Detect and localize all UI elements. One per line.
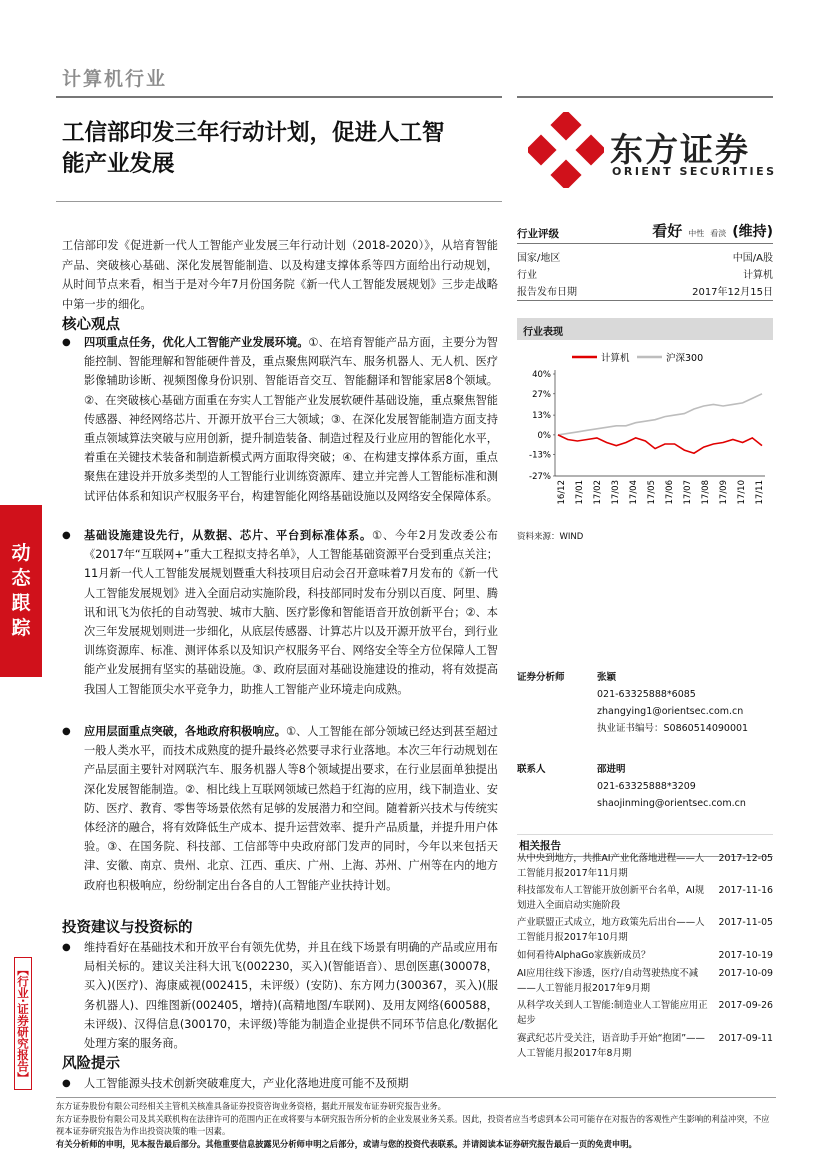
- point-2-lead: 基础设施建设先行，从数据、芯片、平台到标准体系。: [84, 529, 373, 542]
- rating-hold: (维持): [732, 224, 773, 240]
- rating-option-negative: 看淡: [710, 229, 727, 238]
- logo-mark-icon: [528, 112, 604, 188]
- x-tick-label: 17/11: [755, 480, 765, 505]
- bullet-icon: ●: [62, 726, 71, 737]
- bullet-icon: ●: [62, 337, 71, 348]
- bullet-icon: ●: [62, 530, 71, 541]
- disclaimer-line-3: 有关分析师的申明，见本报告最后部分。其他重要信息披露见分析师申明之后部分，或请与您的投资代表联系。并请阅读本证券研究报告最后一页的免责申明。: [56, 1139, 637, 1150]
- bullet-icon: ●: [62, 942, 71, 953]
- related-report-date: 2017-12-05: [718, 853, 773, 864]
- info-value: 计算机: [743, 270, 773, 281]
- chart-source: 资料来源：WIND: [517, 532, 584, 542]
- performance-header: 行业表现: [517, 318, 773, 340]
- related-report-item[interactable]: [517, 883, 773, 913]
- rating-option-neutral: 中性: [688, 229, 705, 238]
- plot-area: [558, 394, 762, 453]
- contact-role: 联系人: [517, 764, 546, 775]
- related-report-item[interactable]: [517, 1031, 773, 1061]
- info-row-region: [517, 249, 773, 264]
- point-3-lead: 应用层面重点突破，各地政府积极响应。: [84, 725, 286, 738]
- invest-point: [62, 938, 498, 1053]
- tag-char: 动: [11, 542, 31, 564]
- info-value: 2017年12月15日: [692, 287, 773, 298]
- rating-label: 行业评级: [517, 228, 559, 240]
- analyst-block: [597, 669, 748, 737]
- invest-text: 维持看好在基础技术和开放平台有领先优势，并且在线下场景有明确的产品或应用布局相关标的。建议关注科大讯飞(002230，买入)(智能语音）、思创医惠(300078，买入)(医疗)、海康威视(002415，未评级）(安防)、东方网力(300367，买入)(服务机器人)、四维图新(002405，增持)(高精地图/车联网)、及用友网络(600588，未评级)、汉得信息(300170，未评级)等能为制造企业提供不同环节信息化/数据化处理方案的服务商。: [84, 941, 498, 1051]
- x-tick-label: 17/09: [719, 480, 729, 505]
- y-tick-label: 27%: [532, 389, 551, 400]
- info-key: 报告发布日期: [517, 287, 577, 298]
- info-key: 行业: [517, 270, 537, 281]
- y-tick-label: 40%: [532, 370, 551, 380]
- contact-phone: 021-63325888*3209: [597, 781, 696, 792]
- related-report-title[interactable]: 从中央到地方，共推AI产业化落地进程——人工智能月报2017年11月期: [517, 853, 705, 880]
- related-heading: 相关报告: [517, 834, 773, 857]
- rating-value: 看好: [652, 222, 683, 240]
- tag-char: 跟: [11, 592, 31, 614]
- related-report-date: 2017-10-19: [718, 950, 773, 961]
- related-report-title[interactable]: 产业联盟正式成立，地方政策先后出台——人工智能月报2017年10月期: [517, 917, 705, 944]
- title-divider: [56, 201, 502, 202]
- risk-point: [62, 1074, 498, 1093]
- logo-english-name: ORIENT SECURITIES: [612, 165, 777, 178]
- disclaimer-line-2: 东方证券股份有限公司及其关联机构在法律许可的范围内正在或将要与本研究报告所分析的企业发展业务关系。因此，投资者应当考虑到本公司可能存在对报告的客观性产生影响的利益冲突，不应视本证券研究报告为作出投资决策的唯一因素。: [56, 1113, 770, 1137]
- x-tick-label: 17/08: [701, 480, 711, 505]
- core-heading: 核心观点: [62, 317, 120, 333]
- tag-char: 态: [11, 567, 31, 589]
- core-point-3: [62, 722, 498, 895]
- point-2-text: ①、今年2月发改委公布《2017年“互联网+”重大工程拟支持名单》，人工智能基础资源平台受到重点关注；11月新一代人工智能发展规划暨重大科技项目启动会召开意味着7月发布的《新一代人工智能发展规划》进入全面启动实施阶段，科技部同时发布分别以百度、阿里、腾讯和讯飞为依托的自动驾驶、城市大脑、医疗影像和智能语音开放创新平台；②、本次三年发展规划则进一步细化，从底层传感器、计算芯片以及开源开放平台，到行业训练资源库、标准、测评体系以及知识产权服务平台、网络安全等全方位保障人工智能产业发展拥有坚实的基础设施。③、政府层面对基础设施建设的推动，将有效提高我国人工智能顶尖水平竞争力，助推人工智能产业环境走向成熟。: [84, 529, 498, 696]
- disclaimer-footer: [56, 1097, 776, 1151]
- bullet-icon: ●: [62, 1078, 71, 1089]
- related-report-title[interactable]: 赛武纪芯片受关注，语音助手开始“抱团”——人工智能月报2017年8月期: [517, 1033, 705, 1060]
- analyst-email[interactable]: zhangying1@orientsec.com.cn: [597, 706, 744, 717]
- x-tick-label: 17/06: [665, 480, 675, 505]
- logo-chinese-name: 东方证券: [610, 130, 750, 169]
- company-logo: [528, 112, 778, 190]
- x-tick-label: 17/10: [737, 480, 747, 505]
- y-tick-label: -13%: [529, 450, 551, 461]
- related-report-date: 2017-11-05: [718, 917, 773, 928]
- series-line-hs300: [558, 394, 762, 435]
- x-tick-label: 17/04: [629, 480, 639, 505]
- intro-paragraph: 工信部印发《促进新一代人工智能产业发展三年行动计划（2018-2020）》，从培育智能产品、突破核心基础、深化发展智能制造、以及构建支撑体系等四方面给出行动规划，从时间节点来看，相当于是对今年7月份国务院《新一代人工智能发展规划》三步走战略中第一步的细化。: [62, 239, 498, 311]
- info-key: 国家/地区: [517, 253, 561, 264]
- analyst-role: 证券分析师: [517, 672, 565, 683]
- related-report-item[interactable]: [517, 948, 773, 963]
- analyst-cert: 执业证书编号：S0860514090001: [597, 723, 749, 734]
- info-row-industry: [517, 266, 773, 281]
- tag-char: 踪: [11, 617, 31, 639]
- top-divider-right: [517, 96, 773, 98]
- rating-divider: [517, 300, 773, 301]
- y-axis: [529, 370, 555, 482]
- performance-chart: [517, 344, 773, 522]
- related-report-title[interactable]: 从科学攻关到人工智能:制造业人工智能应用正起步: [517, 1000, 708, 1027]
- related-report-date: 2017-09-26: [718, 1000, 773, 1011]
- x-tick-label: 17/01: [575, 480, 585, 505]
- legend-hs300: 沪深300: [666, 353, 704, 364]
- related-report-date: 2017-09-11: [718, 1033, 773, 1044]
- x-tick-label: 17/05: [647, 480, 657, 505]
- title-line-1: 工信部印发三年行动计划，促进人工智: [62, 120, 445, 146]
- risk-text: 人工智能源头技术创新突破难度大，产业化落地进度可能不及预期: [84, 1077, 409, 1090]
- related-report-item[interactable]: [517, 915, 773, 945]
- x-axis: [555, 476, 765, 505]
- series-line-computer: [558, 435, 762, 453]
- related-report-item[interactable]: [517, 998, 773, 1028]
- analyst-phone: 021-63325888*6085: [597, 689, 696, 700]
- invest-heading: 投资建议与投资标的: [62, 920, 193, 936]
- contact-email[interactable]: shaojinming@orientsec.com.cn: [597, 798, 746, 809]
- core-point-2: [62, 526, 498, 699]
- point-1-lead: 四项重点任务，优化人工智能产业发展环境。: [84, 336, 309, 349]
- info-row-date: [517, 283, 773, 298]
- contact-block: [597, 761, 746, 812]
- x-tick-label: 17/02: [593, 480, 603, 505]
- risk-heading: 风险提示: [62, 1056, 120, 1072]
- legend-computer: 计算机: [601, 353, 630, 364]
- info-value: 中国/A股: [732, 253, 773, 264]
- analyst-name: 张颖: [597, 672, 617, 683]
- report-type-tag: [0, 505, 42, 677]
- industry-label: 计算机行业: [62, 68, 168, 90]
- point-3-text: ①、人工智能在部分领域已经达到甚至超过一般人类水平，而技术成熟度的提升最终必然要寻求行业落地。本次三年行动规划在产品层面主要针对网联汽车、服务机器人等8个领域提出要求，在行业层面单独提出深化发展智能制造。②、相比线上互联网领域已然趋于红海的应用，线下制造业、安防、医疗、教育、零售等场景依然有足够的发展潜力和空间。随着新兴技术与传统实体经济的融合，将有效降低生产成本、提升运营效率、提升产品质量，并提升用户体验。③、在国务院、科技部、工信部等中央政府部门发声的同时，今年以来包括天津、安徽、南京、贵州、北京、江西、重庆、广州、上海、苏州、广州等在内的地方政府也积极响应，纷纷制定出台各自的人工智能产业扶持计划。: [84, 725, 498, 892]
- y-tick-label: -27%: [529, 472, 551, 482]
- disclaimer-line-1: 东方证券股份有限公司经相关主管机关核准具备证券投资咨询业务资格，据此开展发布证券研究报告业务。: [56, 1101, 446, 1111]
- related-report-title[interactable]: AI应用往线下渗透，医疗/自动驾驶热度不减——人工智能月报2017年9月期: [517, 968, 699, 995]
- top-divider: [56, 96, 502, 98]
- related-report-title[interactable]: 科技部发布人工智能开放创新平台名单，AI规划进入全面启动实施阶段: [517, 885, 705, 912]
- point-1-text: ①、在培育智能产品方面，主要分为智能控制、智能理解和智能硬件普及，重点聚焦网联汽车、服务机器人、无人机、医疗影像辅助诊断、视频图像身份识别、智能语音交互、智能翻译和智能家居8个领域。②、在突破核心基础方面重在夯实人工智能产业发展软硬件基础设施，重点聚焦智能传感器、神经网络芯片、开源开放平台三大领域；③、在深化发展智能制造方面支持重点领域算法突破与应用创新，提升制造装备、制造过程及行业应用的智能化水平，着重在关键技术装备和制造新模式两方面取得突破；④、在构建支撑体系方面，重点聚焦在建设并开放多类型的人工智能行业训练资源库、建立并完善人工智能标准和测试评估体系和知识产权服务平台，构建智能化网络基础设施以及网络安全保障体系。: [84, 336, 498, 503]
- report-title: [62, 118, 502, 180]
- title-line-2: 能产业发展: [62, 151, 175, 177]
- related-report-title[interactable]: 如何看待AlphaGo家族新成员？: [517, 950, 651, 961]
- x-tick-label: 17/03: [611, 480, 621, 505]
- related-report-item[interactable]: [517, 851, 773, 881]
- core-point-1: [62, 333, 498, 506]
- x-tick-label: 16/12: [557, 480, 567, 505]
- y-tick-label: 0%: [537, 430, 551, 441]
- y-tick-label: 13%: [532, 411, 551, 422]
- related-report-date: 2017-11-16: [718, 885, 773, 896]
- contact-name: 邵进明: [597, 764, 626, 775]
- related-report-date: 2017-10-09: [718, 968, 773, 979]
- related-report-item[interactable]: [517, 966, 773, 996]
- chart-legend: [572, 352, 703, 364]
- rating-row: [517, 224, 773, 244]
- x-tick-label: 17/07: [683, 480, 693, 505]
- report-category-vertical: 【行业·证券研究报告】: [14, 957, 32, 1090]
